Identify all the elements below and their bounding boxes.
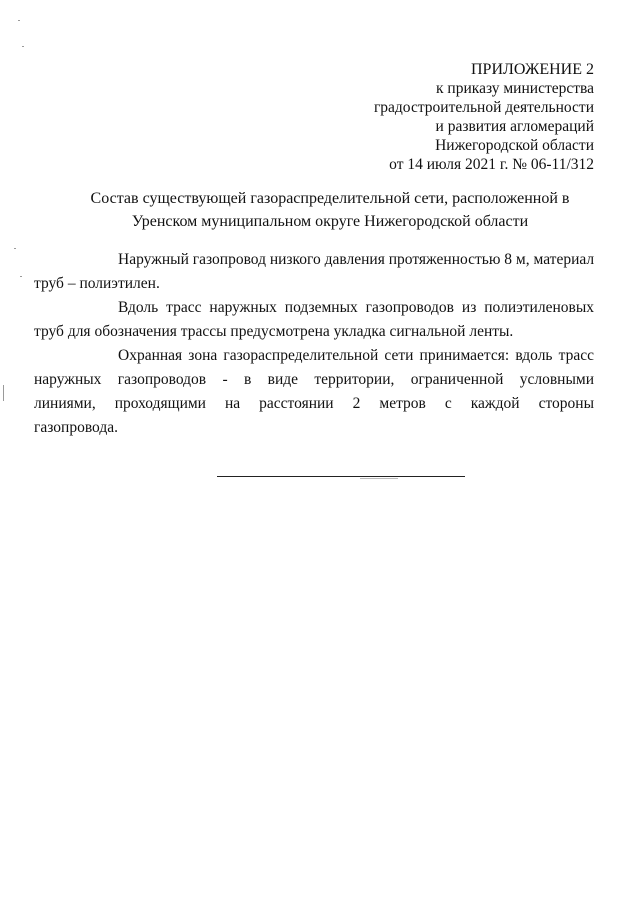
order-date-number: от 14 июля 2021 г. № 06-11/312	[389, 156, 594, 173]
scan-artifact	[20, 276, 22, 277]
paragraph-line: Охранная зона газораспределительной сети принимается: вдоль трасс	[118, 347, 594, 364]
paragraph-line: наружных газопроводов - в виде территории, ограниченной условными	[34, 371, 594, 388]
paragraph-line: Наружный газопровод низкого давления протяженностью 8 м, материал	[118, 251, 595, 268]
appendix-line-4: Нижегородской области	[435, 137, 594, 154]
scan-artifact	[22, 46, 24, 47]
divider-smudge	[360, 478, 398, 479]
scan-artifact	[3, 385, 4, 401]
paragraph-line: линиями, проходящими на расстоянии 2 метров с каждой стороны	[34, 395, 594, 412]
paragraph-line: труб – полиэтилен.	[34, 275, 160, 292]
paragraph-signal-tape	[34, 296, 594, 344]
paragraph-protection-zone	[34, 344, 594, 440]
scan-artifact	[18, 20, 20, 21]
paragraph-line: Вдоль трасс наружных подземных газопроводов из полиэтиленовых	[118, 299, 594, 316]
document-body	[34, 248, 595, 440]
appendix-header	[274, 60, 594, 174]
title-line-1: Состав существующей газораспределительной сети, расположенной в	[90, 190, 570, 207]
appendix-line-2: градостроительной деятельности	[373, 99, 594, 116]
title-line-2: Уренском муниципальном округе Нижегородской области	[131, 213, 529, 230]
appendix-number: ПРИЛОЖЕНИЕ 2	[470, 61, 594, 78]
scan-artifact	[14, 248, 16, 249]
appendix-line-3: и развития агломераций	[435, 118, 594, 135]
paragraph-line: труб для обозначения трассы предусмотрена укладка сигнальной ленты.	[34, 323, 514, 340]
paragraph-pipeline	[34, 248, 595, 296]
end-divider-line	[217, 476, 465, 477]
paragraph-line: газопровода.	[34, 419, 118, 436]
appendix-line-1: к приказу министерства	[436, 80, 594, 97]
document-title	[60, 187, 600, 233]
